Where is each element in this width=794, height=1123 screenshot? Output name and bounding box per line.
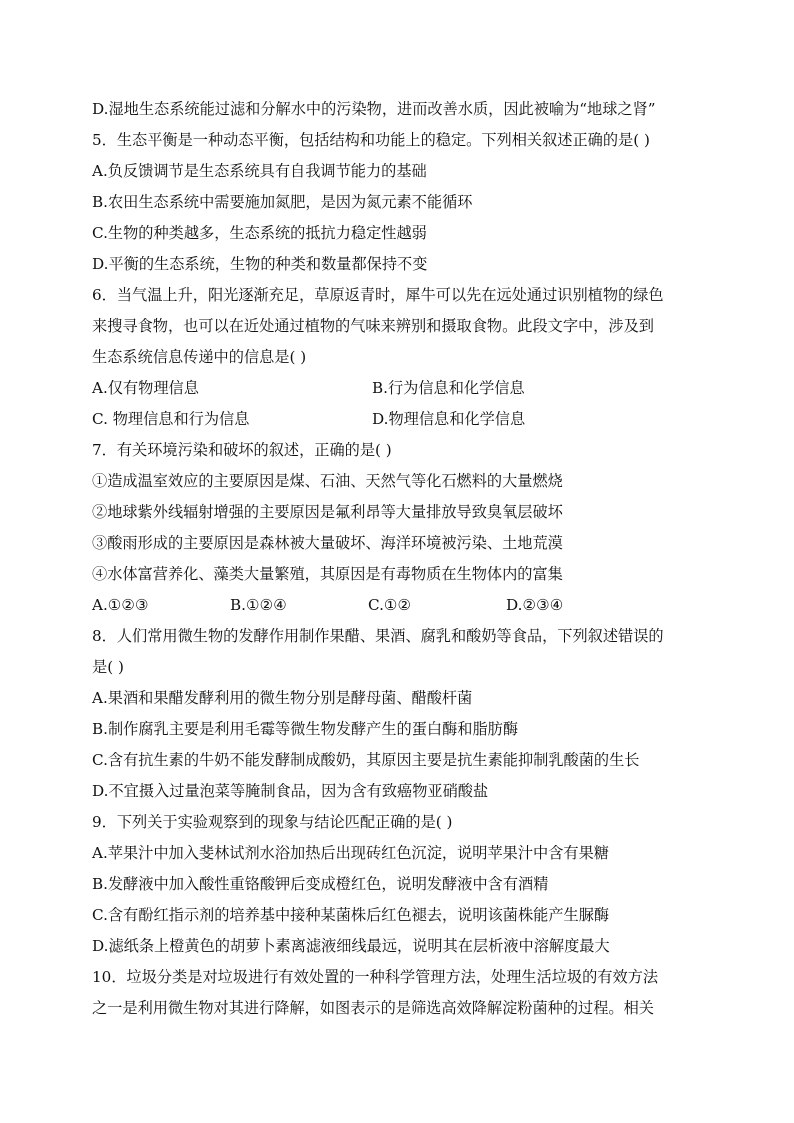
question-content [92,94,704,1024]
question-6-options-row [92,373,704,404]
question-8-stem: 8．人们常用微生物的发酵作用制作果醋、果酒、腐乳和酸奶等食品，下列叙述错误的 [92,627,664,645]
option-c: C.①② [368,596,412,614]
text-line: 来搜寻食物，也可以在近处通过植物的气味来辨别和摄取食物。此段文字中，涉及到 [92,317,654,335]
text-line: C.含有酚红指示剂的培养基中接种某菌株后红色褪去，说明该菌株能产生脲酶 [92,906,610,924]
question-7-stem: 7．有关环境污染和破坏的叙述，正确的是( ) [92,441,392,459]
text-line: B.农田生态系统中需要施加氮肥，是因为氮元素不能循环 [92,193,473,211]
text-line: ③酸雨形成的主要原因是森林被大量破坏、海洋环境被污染、土地荒漠 [92,534,563,552]
question-9-stem: 9．下列关于实验观察到的现象与结论匹配正确的是( ) [92,813,453,831]
text-line: D.不宜摄入过量泡菜等腌制食品，因为含有致癌物亚硝酸盐 [92,782,489,800]
text-line: A.负反馈调节是生态系统具有自我调节能力的基础 [92,162,427,180]
text-line: ②地球紫外线辐射增强的主要原因是氟利昂等大量排放导致臭氧层破坏 [92,503,563,521]
question-7-options-row [92,590,704,621]
option-d: D.②③④ [506,596,564,614]
text-line: 生态系统信息传递中的信息是( ) [92,348,307,366]
question-6-options-row [92,404,704,435]
option-a: A.①②③ [92,596,149,614]
option-d: D.物理信息和化学信息 [372,410,526,428]
text-line: 之一是利用微生物对其进行降解，如图表示的是筛选高效降解淀粉菌种的过程。相关 [92,999,654,1017]
text-line: B.制作腐乳主要是利用毛霉等微生物发酵产生的蛋白酶和脂肪酶 [92,720,519,738]
option-b: B.行为信息和化学信息 [372,379,525,397]
text-line: A.苹果汁中加入斐林试剂水浴加热后出现砖红色沉淀，说明苹果汁中含有果糖 [92,844,609,862]
text-line: B.发酵液中加入酸性重铬酸钾后变成橙红色，说明发酵液中含有酒精 [92,875,549,893]
text-line: A.果酒和果醋发酵利用的微生物分别是酵母菌、醋酸杆菌 [92,689,473,707]
text-line: C.生物的种类越多，生态系统的抵抗力稳定性越弱 [92,224,427,242]
text-line: ①造成温室效应的主要原因是煤、石油、天然气等化石燃料的大量燃烧 [92,472,563,490]
question-6-stem: 6．当气温上升，阳光逐渐充足，草原返青时，犀牛可以先在远处通过识别植物的绿色 [92,286,664,304]
option-b: B.①②④ [230,596,287,614]
option-c: C. 物理信息和行为信息 [92,410,250,428]
text-line: 是( ) [92,658,124,676]
text-line: D.滤纸条上橙黄色的胡萝卜素离滤液细线最远，说明其在层析液中溶解度最大 [92,937,610,955]
text-line: D.湿地生态系统能过滤和分解水中的污染物，进而改善水质，因此被喻为“地球之肾” [92,100,656,118]
text-line: C.含有抗生素的牛奶不能发酵制成酸奶，其原因主要是抗生素能抑制乳酸菌的生长 [92,751,640,769]
question-5-stem: 5．生态平衡是一种动态平衡，包括结构和功能上的稳定。下列相关叙述正确的是( ) [92,131,650,149]
option-a: A.仅有物理信息 [92,379,199,397]
text-line: ④水体富营养化、藻类大量繁殖，其原因是有毒物质在生物体内的富集 [92,565,563,583]
text-line: D.平衡的生态系统，生物的种类和数量都保持不变 [92,255,428,273]
question-10-stem: 10．垃圾分类是对垃圾进行有效处置的一种科学管理方法，处理生活垃圾的有效方法 [92,968,659,986]
